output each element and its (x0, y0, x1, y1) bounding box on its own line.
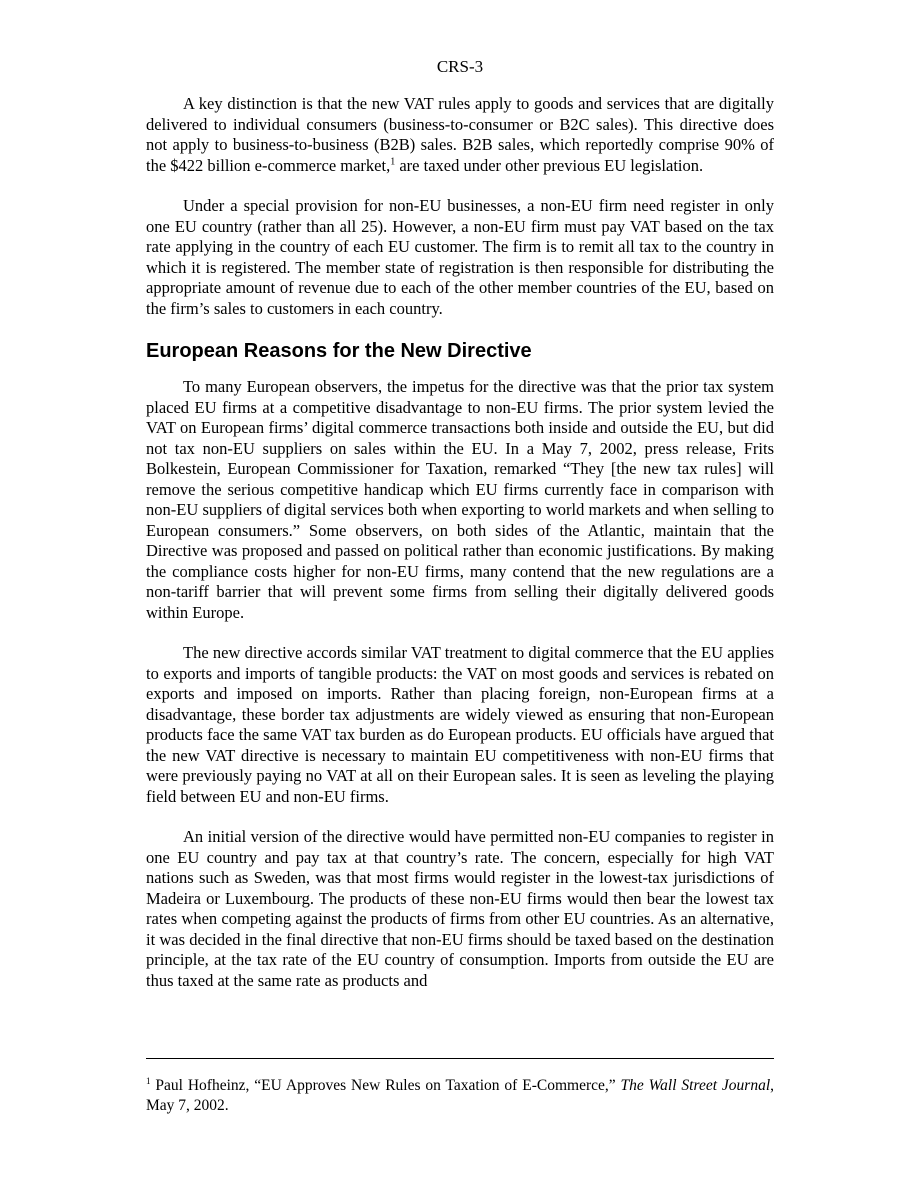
paragraph-impetus: To many European observers, the impetus for the directive was that the prior tax system placed EU firms at a competitive disadvantage to non-EU firms. The prior system levied the VAT on European firms’ digital commerce transactions both inside and outside the EU, but did not tax non-EU suppliers on sales within the EU. In a May 7, 2002, press release, Frits Bolkestein, European Commissioner for Taxation, remarked “They [the new tax rules] will remove the serious competitive handicap which EU firms currently face in comparison with non-EU suppliers of digital services both when exporting to world markets and when selling to European consumers.” Some observers, on both sides of the Atlantic, maintain that the Directive was proposed and passed on political rather than economic justifications. By making the compliance costs higher for non-EU firms, many contend that the new regulations are a non-tariff barrier that will prevent some firms from selling their digitally delivered goods within Europe. (146, 377, 774, 622)
footnote-number: 1 (146, 1075, 151, 1086)
document-body (146, 94, 774, 1011)
footnote-publication: The Wall Street Journal (620, 1077, 771, 1094)
page-header (0, 57, 920, 77)
paragraph-non-eu-provision: Under a special provision for non-EU businesses, a non-EU firm need register in only one EU country (rather than all 25). However, a non-EU firm must pay VAT based on the tax rate applying in the country of each EU customer. The firm is to remit all tax to the country in which it is registered. The member state of registration is then responsible for distributing the appropriate amount of revenue due to each of the other member countries of the EU, based on the firm’s sales to customers in each country. (146, 196, 774, 318)
footnote-reference[interactable]: 1 (390, 156, 396, 167)
paragraph-initial-version: An initial version of the directive would have permitted non-EU companies to register in one EU country and pay tax at that country’s rate. The concern, especially for high VAT nations such as Sweden, was that most firms would register in the lowest-tax jurisdictions of Madeira or Luxembourg. The products of these non-EU firms would then bear the lowest tax rates when competing against the products of firms from other EU countries. As an alternative, it was decided in the final directive that non-EU firms should be taxed based on the destination principle, at the tax rate of the EU country of consumption. Imports from outside the EU are thus taxed at the same rate as products and (146, 827, 774, 990)
footnote: $^1$ Paul Hofheinz, “EU Approves New Rules on Taxation of E-Commerce,” The Wall Street Journal, May 7, 2002. (146, 1075, 774, 1114)
page-number-label: CRS-3 (436, 57, 484, 76)
paragraph-border-tax: The new directive accords similar VAT treatment to digital commerce that the EU applies to exports and imports of tangible products: the VAT on most goods and services is rebated on exports and imposed on imports. Rather than placing foreign, non-European firms at a disadvantage, these border tax adjustments are widely viewed as ensuring that non-European products face the same VAT tax burden as do European products. EU officials have argued that the new VAT directive is necessary to maintain EU competitiveness with non-EU firms that were previously paying no VAT at all on their European sales. It is seen as leveling the playing field between EU and non-EU firms. (146, 643, 774, 806)
section-heading: European Reasons for the New Directive (146, 340, 532, 362)
footnote-divider (146, 1058, 774, 1059)
paragraph-b2c-distinction: A key distinction is that the new VAT rules apply to goods and services that are digitally delivered to individual consumers (business-to-consumer or B2C sales). This directive does not apply to business-to-business (B2B) sales. B2B sales, which reportedly comprise 90% of the $422 billion e-commerce market,$^1$ are taxed under other previous EU legislation. (146, 94, 774, 175)
